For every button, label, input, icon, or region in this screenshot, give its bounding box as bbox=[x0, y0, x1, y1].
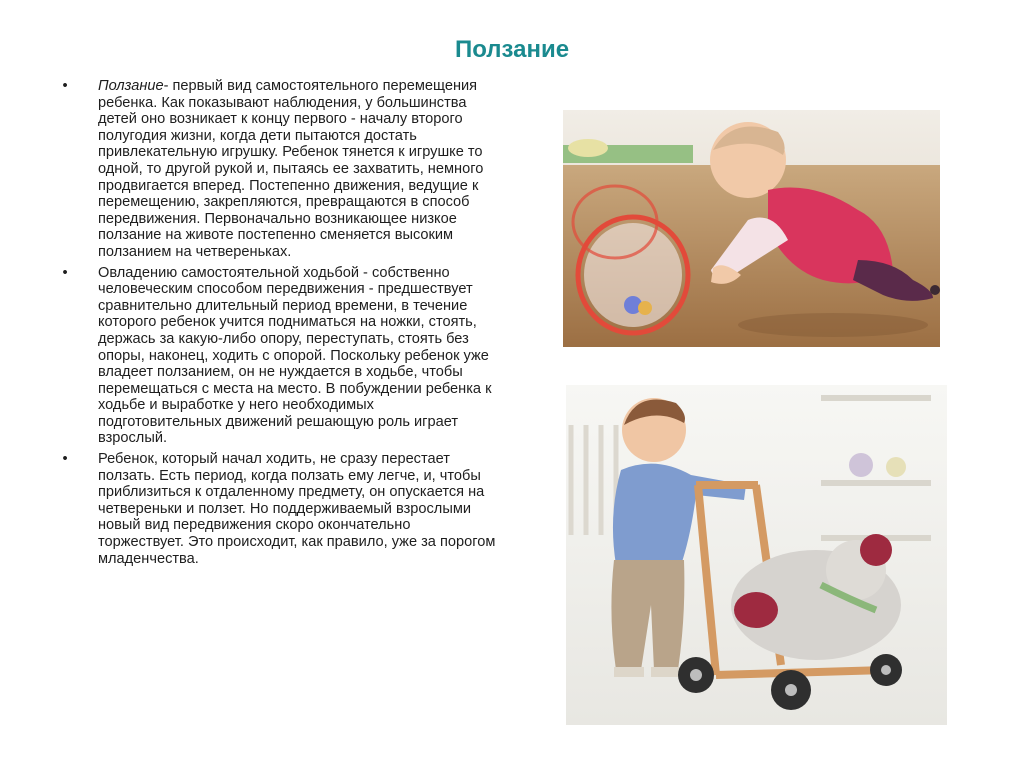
text-content bbox=[58, 78, 498, 571]
bullet-dot: • bbox=[62, 451, 68, 468]
bullet-item-transition bbox=[58, 451, 498, 567]
bullet-text: Овладению самостоятельной ходьбой - собственно человеческим способом передвижения - предшествует сравнительно длительный период времени, в течение которого ребенок учится подниматься на ножки, стоять, держась за какую-либо опору, переступать, стоять без опоры, наконец, ходить с опорой. Поскольку ребенок уже владеет ползанием, он не нуждается в ходьбе, чтобы перемещаться с места на место. В побуждении ребенка к ходьбе и выработке у него необходимых подготовительных движений решающую роль играет взрослый. bbox=[98, 264, 492, 447]
crawling-baby-photo bbox=[563, 110, 940, 347]
slide-title: Ползание bbox=[454, 36, 570, 63]
walking-toddler-illustration bbox=[566, 385, 947, 725]
walking-toddler-photo bbox=[566, 385, 947, 725]
bullet-item-crawling bbox=[58, 78, 498, 261]
bullet-dot: • bbox=[62, 78, 68, 94]
bullet-text: Ребенок, который начал ходить, не сразу перестает ползать. Есть период, когда ползать ему легче, и, чтобы приблизиться к отдаленному предмету, он опускается на четвереньки и ползет. Но поддерживаемый взрослыми новый вид передвижения скоро окончательно торжествует. Это происходит, как правило, уже за порогом младенчества. bbox=[98, 451, 496, 567]
term-crawling: Ползание bbox=[98, 78, 164, 94]
crawling-baby-illustration bbox=[563, 110, 940, 347]
bullet-text: - первый вид самостоятельного перемещения ребенка. Как показывают наблюдения, у большинства детей оно возникает к концу первого - началу второго полугодия жизни, когда дети пытаются достать привлекательную игрушку. Ребенок тянется к игрушке то одной, то другой рукой и, пытаясь ее захватить, немного продвигается вперед. Постепенно движения, ведущие к перемещению, закрепляются, превращаются в способ передвижения. Первоначально возникающее низкое ползание на животе постепенно сменяется высоким ползанием на четвереньках. bbox=[98, 78, 484, 260]
bullet-item-walking bbox=[58, 265, 498, 448]
bullet-dot: • bbox=[62, 264, 68, 281]
